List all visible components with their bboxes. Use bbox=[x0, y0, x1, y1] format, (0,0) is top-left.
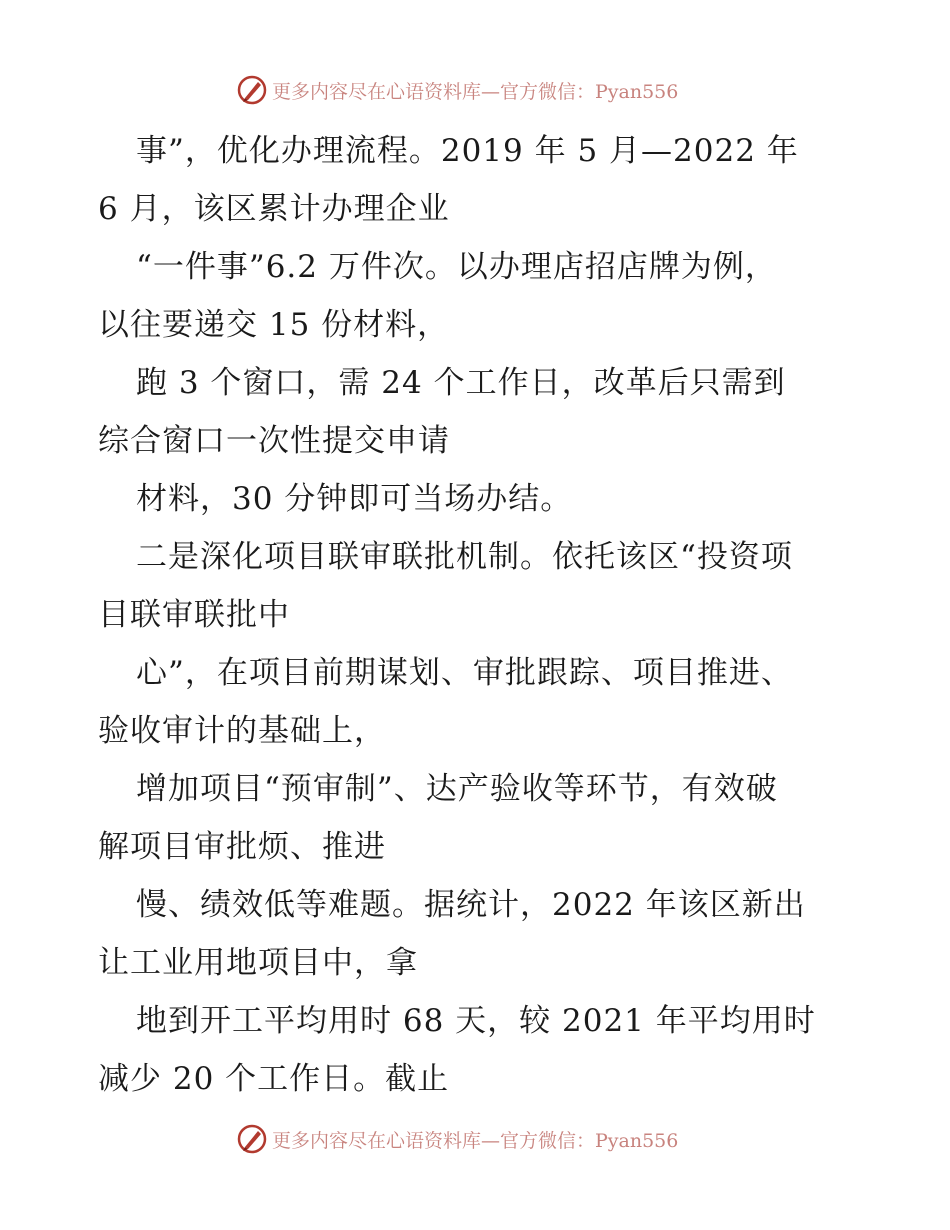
text-line: 材料，30 分钟即可当场办结。 bbox=[136, 481, 573, 517]
text-line: 地到开工平均用时 68 天，较 2021 年平均用时 bbox=[136, 1003, 816, 1039]
text-line: 事”，优化办理流程。2019 年 5 月—2022 年 bbox=[136, 133, 799, 169]
text-line: 二是深化项目联审联批机制。依托该区“投资项 bbox=[136, 539, 793, 575]
pen-logo-icon bbox=[236, 1123, 268, 1155]
text-line: 目联审联批中 bbox=[98, 597, 290, 633]
text-line: 心”，在项目前期谋划、审批跟踪、项目推进、 bbox=[136, 655, 793, 691]
text-line: 跑 3 个窗口，需 24 个工作日，改革后只需到 bbox=[136, 365, 786, 401]
document-body bbox=[98, 122, 858, 1108]
text-line: 6 月，该区累计办理企业 bbox=[98, 191, 450, 227]
text-line: 让工业用地项目中，拿 bbox=[98, 945, 418, 981]
header-watermark bbox=[236, 73, 678, 107]
text-line: 解项目审批烦、推进 bbox=[98, 829, 386, 865]
pen-logo-icon bbox=[236, 74, 268, 106]
text-line: 慢、绩效低等难题。据统计，2022 年该区新出 bbox=[136, 887, 806, 923]
watermark-text: 更多内容尽在心语资料库—官方微信：Pyan556 bbox=[272, 1129, 679, 1152]
text-line: 以往要递交 15 份材料， bbox=[98, 307, 450, 343]
text-line: 综合窗口一次性提交申请 bbox=[98, 423, 450, 459]
text-line: “一件事”6.2 万件次。以办理店招店牌为例， bbox=[136, 249, 777, 285]
text-line: 减少 20 个工作日。截止 bbox=[98, 1061, 450, 1097]
text-line: 增加项目“预审制”、达产验收等环节，有效破 bbox=[136, 771, 778, 807]
watermark-text: 更多内容尽在心语资料库—官方微信：Pyan556 bbox=[272, 80, 679, 103]
text-line: 验收审计的基础上， bbox=[98, 713, 386, 749]
footer-watermark bbox=[236, 1122, 678, 1156]
